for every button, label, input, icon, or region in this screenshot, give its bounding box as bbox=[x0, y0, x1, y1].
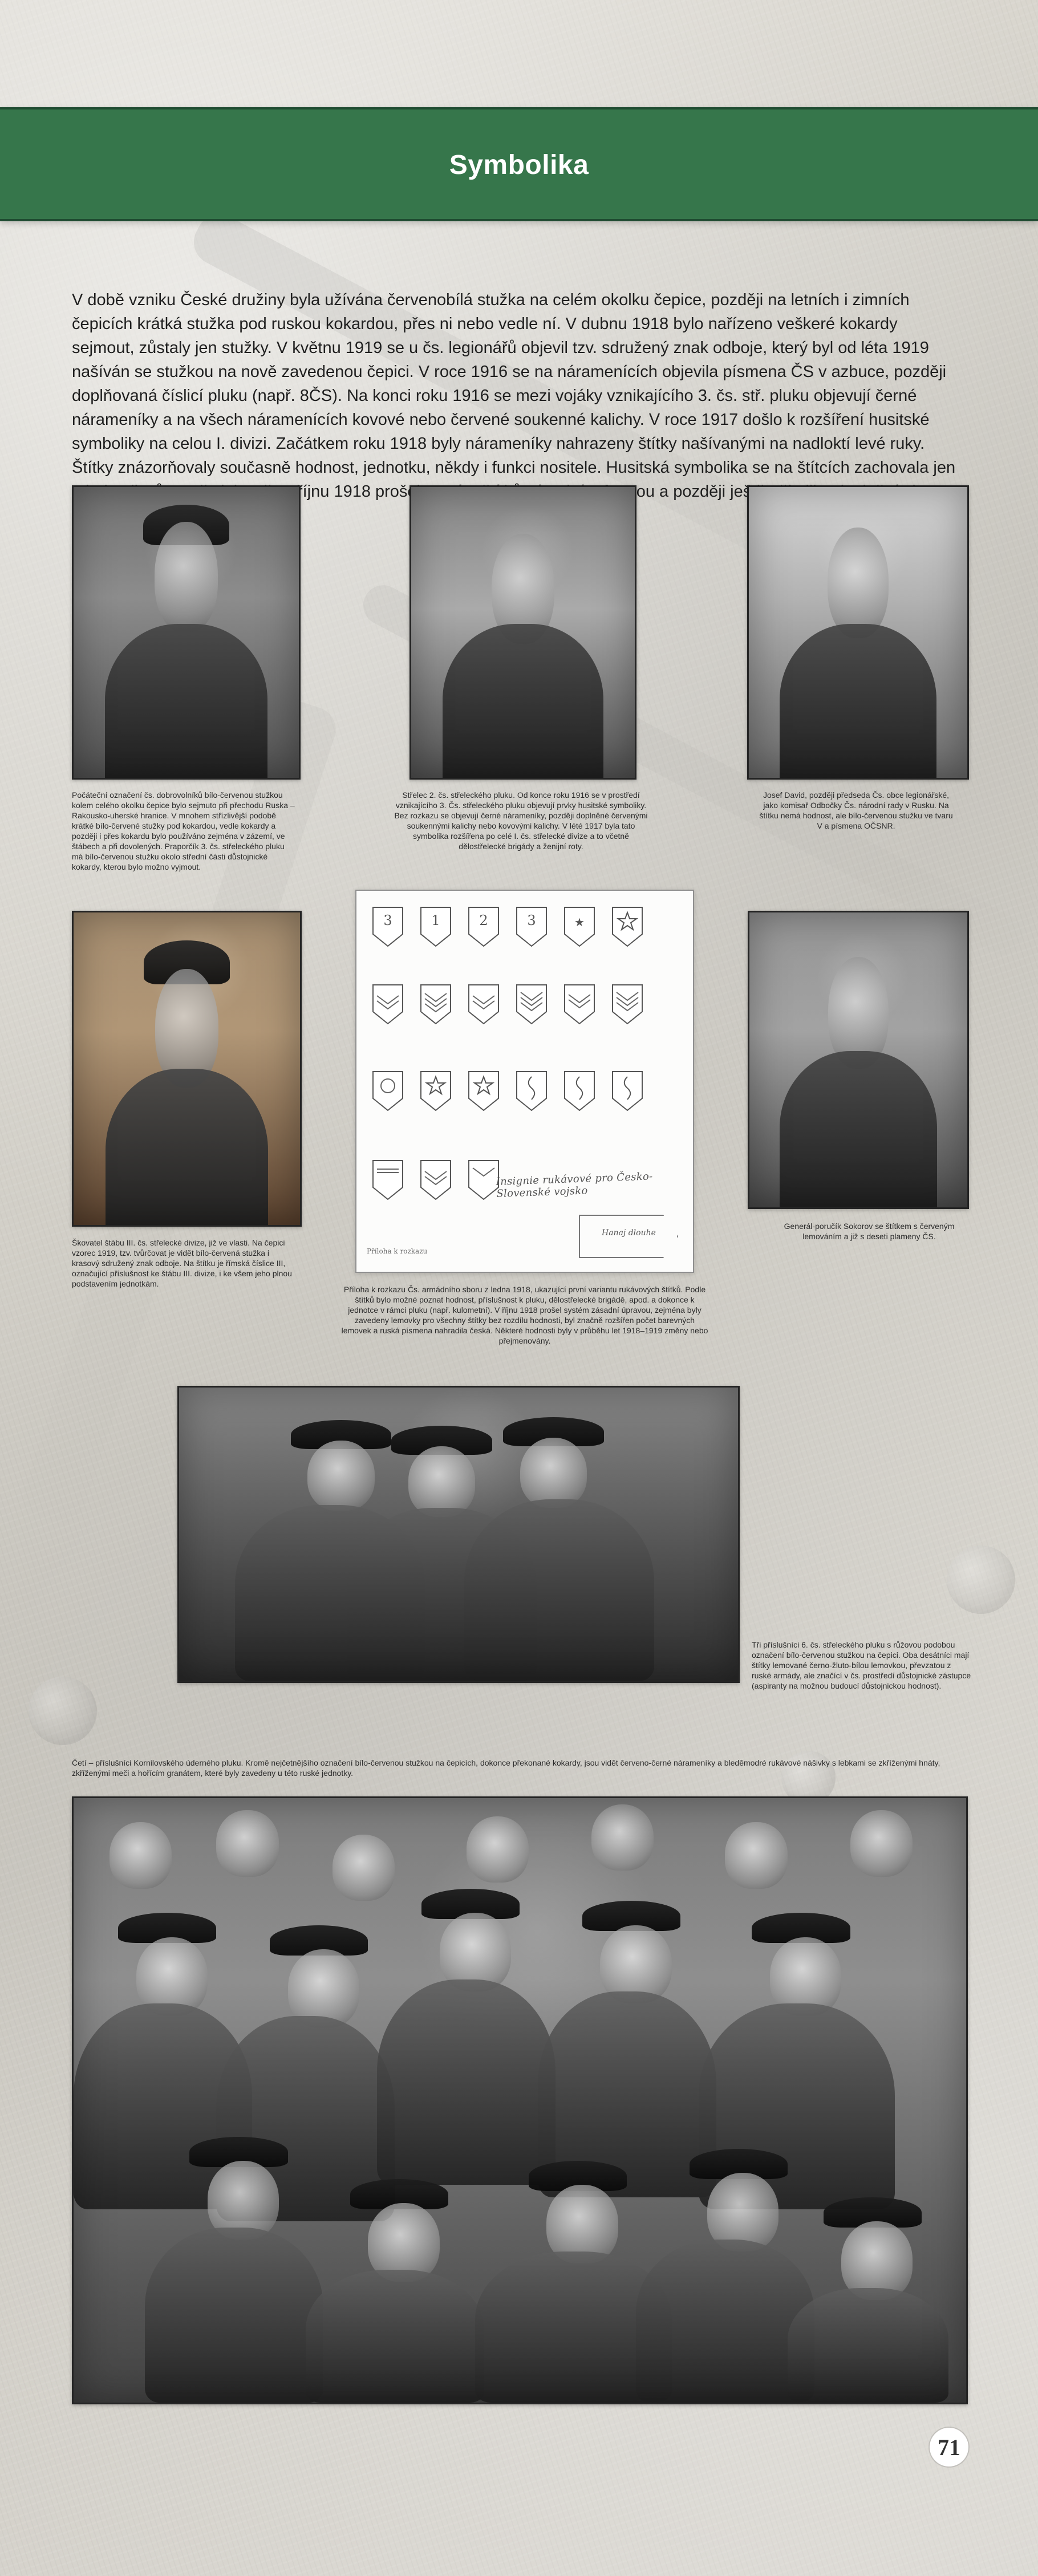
insignia-patch bbox=[418, 1158, 453, 1202]
insignia-patch bbox=[370, 904, 406, 949]
background-button bbox=[29, 1677, 97, 1745]
sleeve-note: Hanaj dlouhe bbox=[602, 1228, 656, 1238]
group-photo bbox=[177, 1386, 740, 1683]
insignia-number: 1 bbox=[431, 912, 440, 928]
photo-vignette bbox=[74, 487, 299, 778]
insignia-patch bbox=[466, 982, 501, 1027]
insignia-patch-icon bbox=[466, 982, 501, 1027]
portrait-photo bbox=[72, 485, 301, 780]
insignia-patch bbox=[562, 982, 597, 1027]
photo-caption: Škovatel štábu III. čs. střelecké divize, již ve vlasti. Na čepici vzorec 1919, tzv. tvůrčovat je vidět bílo-červená stužka i krasový sdružený znak odboje. Na štítku je římská číslice III, označující příslušnost ke štábu III. divize, i ke všem jeho plnou podstavením jednotkám. bbox=[72, 1238, 292, 1288]
insignia-patch bbox=[610, 1069, 645, 1113]
insignia-patch bbox=[562, 904, 597, 949]
insignia-patch-icon bbox=[418, 1158, 453, 1202]
insignia-patch bbox=[466, 904, 501, 949]
photo-caption: Počáteční označení čs. dobrovolníků bílo-červenou stužkou kolem celého okolku čepice bylo sejmuto při přechodu Ruska – Rakousko-uherské hranice. V mnohem střízlivější podobě krátké bílo-červené stužky pod kokardou, vedle kokardy a později i přes kokardu bylo používáno zejména v zázemí, ve štábech a při dovolených. Praporčík 3. čs. střeleckého pluku má bílo-červenou stužku okolo střední části důstojnické kokardy, kterou bylo možno vyjmout. bbox=[72, 790, 295, 871]
insignia-patch-icon bbox=[466, 1069, 501, 1113]
insignia-patch-icon bbox=[370, 982, 406, 1027]
portrait-photo bbox=[748, 911, 969, 1209]
photo-vignette bbox=[74, 1798, 966, 2403]
insignia-patch bbox=[370, 1069, 406, 1113]
insignia-number: 3 bbox=[527, 912, 536, 928]
portrait-photo bbox=[72, 911, 302, 1227]
insignia-patch bbox=[418, 1069, 453, 1113]
insignia-patch bbox=[466, 1069, 501, 1113]
insignia-patch-icon bbox=[370, 1069, 406, 1113]
insignia-patch-icon bbox=[562, 982, 597, 1027]
insignia-patch bbox=[514, 982, 549, 1027]
insignia-patch-icon bbox=[370, 1158, 406, 1202]
crowd-photo bbox=[72, 1796, 968, 2404]
diagram-caption: Příloha k rozkazu Čs. armádního sboru z ledna 1918, ukazující první variantu rukávových štítků. Podle štítků bylo možné poznat hodnost, příslušnost k pluku, dělostřelecké brigádě, apod. a dokonce k jednotce v rámci pluku (např. kulometní). V říjnu 1918 prošel systém zásadní úpravou, zejména byly zavedeny lemovky pro všechny štítky bez rozdílu hodnosti, byl značně rozšířen počet barevných lemovek a ruská písmena nahradila česká. Některé hodnosti byly v průběhu let 1918–1919 změny nebo přejmenovány. bbox=[341, 1285, 708, 1345]
photo-caption: Tři příslušníci 6. čs. střeleckého pluku s růžovou podobou označení bílo-červenou stužkou na čepici. Oba desátníci mají štítky lemované černo-žluto-bílou lemovkou, převzatou z ruské armády, ale značící v čs. prostředí důstojnické zástupce (aspiranty na možnou budoucí důstojnickou hodnost). bbox=[752, 1640, 971, 1690]
insignia-grid bbox=[356, 891, 693, 1272]
insignia-star: ★ bbox=[574, 915, 585, 929]
insignia-patch bbox=[418, 904, 453, 949]
insignia-patch-icon bbox=[514, 904, 549, 949]
insignia-number: 2 bbox=[479, 912, 488, 928]
insignia-patch-icon bbox=[514, 982, 549, 1027]
insignia-patch-icon bbox=[562, 904, 597, 949]
photo-caption: Četí – příslušníci Kornilovského úderného pluku. Kromě nejčetnějšího označení bílo-červenou stužkou na čepicích, dokonce překonané kokardy, jsou vidět červeno-černé nárameníky a bleděmodré rukávové nášivky s lebkami se zkříženými hnáty, zkříženými meči a hořícím granátem, které byly zavedeny u této ruské jednotky. bbox=[72, 1758, 940, 1778]
insignia-patch-icon bbox=[514, 1069, 549, 1113]
diagram-footer: Příloha k rozkazu bbox=[367, 1247, 428, 1255]
insignia-patch-icon bbox=[610, 982, 645, 1027]
insignia-patch bbox=[610, 904, 645, 949]
diagram-title: Insignie rukávové pro Česko-Slovenské vojsko bbox=[496, 1170, 653, 1200]
photo-vignette bbox=[749, 487, 967, 778]
insignia-patch-icon bbox=[610, 904, 645, 949]
insignia-patch bbox=[418, 982, 453, 1027]
insignia-number: 3 bbox=[383, 912, 392, 928]
photo-caption: Generál-poručík Sokorov se štítkem s červeným lemováním a již s deseti plameny ČS. bbox=[784, 1222, 955, 1241]
photo-caption: Josef David, později předseda Čs. obce legionářské, jako komisař Odbočky Čs. národní rady v Rusku. Na štítku nemá hodnost, ale bílo-červenou stužku ve tvaru V a písmena OČSNR. bbox=[759, 790, 953, 830]
intro-paragraph: V době vzniku České družiny byla užívána červenobílá stužka na celém okolku čepice, později na letních i zimních čepicích krátká stužka pod ruskou kokardou, přes ni nebo vedle ní. V dubnu 1918 bylo nařízeno veškeré kokardy sejmout, zůstaly jen stužky. V květnu 1919 se u čs. legionářů objevil tzv. sdružený znak odboje, který byl od léta 1919 našíván se stužkou na nově zavedenou čepici. V roce 1916 se na náramenících objevila písmena ČS v azbuce, později doplňovaná číslicí pluku (např. 8ČS). Na konci roku 1916 se mezi vojáky vznikajícího 3. čs. stř. pluku objevují černé nárameníky a na všech náramenících kovové nebo červené soukenné kalichy. V roce 1917 došlo k rozšíření husitské symboliky na celou I. divizi. Začátkem roku 1918 byly nárameníky nahrazeny štítky našívanými na nadloktí levé ruky. Štítky znázorňovaly současně hodnost, jednotku, někdy i funkci nositele. Husitská symbolika se na štítcích zachovala jen říjnu 1918 prošel a později bbox=[72, 291, 956, 501]
portrait-photo bbox=[409, 485, 636, 780]
insignia-patch-icon bbox=[418, 904, 453, 949]
insignia-patch bbox=[514, 904, 549, 949]
portrait-photo bbox=[747, 485, 969, 780]
page-number: 71 bbox=[930, 2428, 968, 2467]
insignia-patch-icon bbox=[466, 904, 501, 949]
photo-vignette bbox=[411, 487, 635, 778]
insignia-patch-icon bbox=[370, 904, 406, 949]
insignia-patch bbox=[562, 1069, 597, 1113]
insignia-patch-icon bbox=[562, 1069, 597, 1113]
photo-vignette bbox=[179, 1388, 738, 1681]
insignia-patch-icon bbox=[418, 982, 453, 1027]
insignia-diagram bbox=[355, 890, 694, 1273]
insignia-patch-icon bbox=[610, 1069, 645, 1113]
photo-vignette bbox=[74, 912, 300, 1225]
insignia-patch bbox=[610, 982, 645, 1027]
background-button bbox=[947, 1545, 1015, 1614]
photo-caption: Střelec 2. čs. střeleckého pluku. Od konce roku 1916 se v prostředí vznikajícího 3. Čs. střeleckého pluku objevují prvky husitské symboliky. Bez rozkazu se objevují černé nárameníky, později doplněné červenými soukennými kalichy nebo kovovými kalichy. V lété 1917 byla tato symbolika rozšířena po celé I. čs. střelecké divize a to včetně dělostřelecké brigády a ženijní roty. bbox=[394, 790, 648, 851]
insignia-patch bbox=[370, 1158, 406, 1202]
insignia-patch bbox=[514, 1069, 549, 1113]
page-title: Symbolika bbox=[449, 150, 589, 180]
insignia-patch-icon bbox=[418, 1069, 453, 1113]
insignia-patch bbox=[370, 982, 406, 1027]
photo-vignette bbox=[749, 912, 967, 1207]
